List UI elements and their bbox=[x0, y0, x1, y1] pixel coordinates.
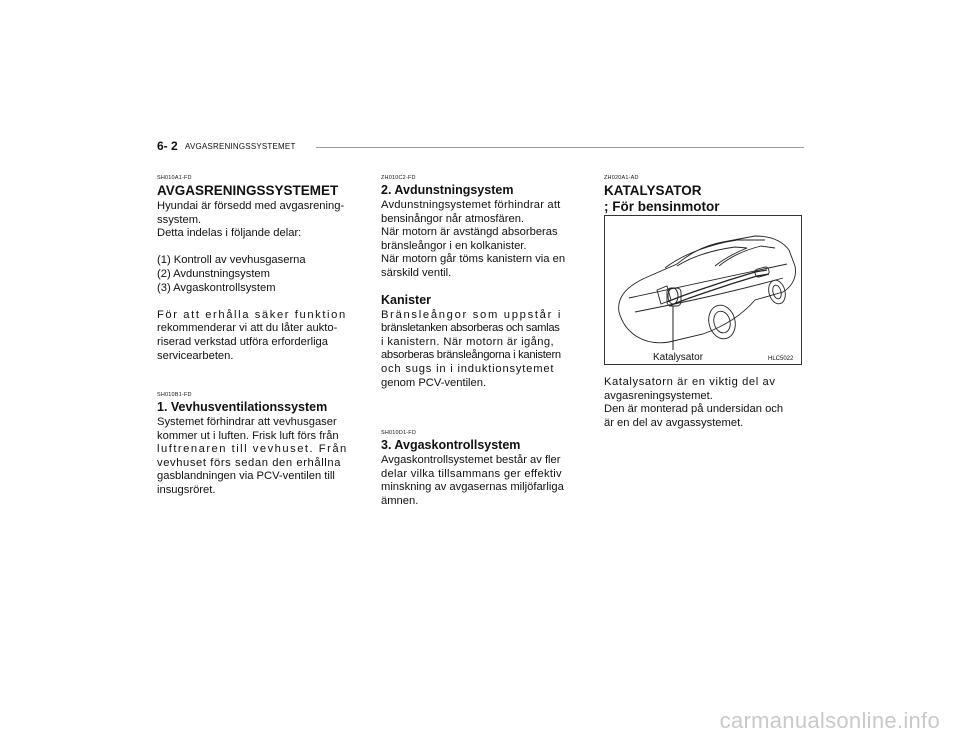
section-code: SH010D1-FD bbox=[381, 430, 417, 436]
text-line: När motorn är avstängd absorberas bbox=[381, 226, 558, 239]
text-line: Bränsleångor som uppstår i bbox=[381, 308, 563, 321]
section-subtitle: ; För bensinmotor bbox=[604, 199, 720, 214]
section-body bbox=[381, 199, 579, 281]
section-code: ZH010C2-FD bbox=[381, 175, 416, 181]
blank-line bbox=[157, 241, 355, 255]
car-illustration bbox=[605, 216, 801, 364]
text-line: insugsröret. bbox=[157, 483, 216, 496]
text-line: luftrenaren till vevhuset. Från bbox=[157, 443, 348, 456]
column-3-body bbox=[604, 374, 802, 430]
text-line: genom PCV-ventilen. bbox=[381, 376, 487, 389]
section-body bbox=[381, 454, 579, 508]
text-line: Detta indelas i följande delar: bbox=[157, 227, 302, 240]
section-code: SH010A1-FD bbox=[157, 175, 192, 181]
text-line: ssystem. bbox=[157, 213, 202, 226]
section-code: ZH020A1-AD bbox=[604, 175, 639, 181]
section-body bbox=[381, 309, 579, 391]
text-line: (1) Kontroll av vevhusgaserna bbox=[157, 254, 306, 267]
figure-id: HLC5022 bbox=[768, 356, 794, 362]
figure-caption: Katalysator bbox=[653, 352, 704, 363]
section-title: 1. Vevhusventilationssystem bbox=[157, 400, 328, 414]
text-line: riserad verkstad utföra erforderliga bbox=[157, 335, 328, 348]
section-title: KATALYSATOR bbox=[604, 183, 702, 198]
header-rule bbox=[316, 147, 804, 148]
text-line: För att erhålla säker funktion bbox=[157, 308, 347, 321]
text-line: bensinångor når atmosfären. bbox=[381, 212, 525, 225]
page-number: 6- 2 bbox=[157, 139, 178, 153]
section-title: AVGASRENINGSSYSTEMET bbox=[157, 183, 339, 198]
watermark: carmanualsonline.info bbox=[719, 708, 940, 733]
text-line: kommer ut i luften. Frisk luft förs från bbox=[157, 429, 339, 442]
text-line: Katalysatorn är en viktig del av bbox=[604, 376, 776, 388]
text-line: Den är monterad på undersidan och bbox=[604, 403, 784, 416]
text-line: gasblandningen via PCV-ventilen till bbox=[157, 470, 335, 483]
text-line: delar vilka tillsammans ger effektiv bbox=[381, 467, 562, 480]
section-title: 3. Avgaskontrollsystem bbox=[381, 438, 521, 452]
column-1 bbox=[157, 175, 355, 363]
text-line: (2) Avdunstningsystem bbox=[157, 267, 270, 280]
section-body bbox=[157, 416, 355, 498]
chapter-title: AVGASRENINGSSYSTEMET bbox=[185, 142, 296, 151]
section-body bbox=[604, 376, 802, 430]
text-line: ämnen. bbox=[381, 494, 419, 507]
text-line: avgasreningsystemet. bbox=[604, 389, 713, 402]
column-2 bbox=[381, 175, 579, 390]
text-line: bränsletanken absorberas och samlas bbox=[381, 322, 560, 335]
text-line: Avgaskontrollsystemet består av fler bbox=[381, 454, 561, 466]
text-line: absorberas bränsleångorna i kanistern bbox=[381, 349, 561, 362]
text-line: rekommenderar vi att du låter aukto- bbox=[157, 322, 338, 335]
text-line: vevhuset förs sedan den erhållna bbox=[157, 456, 342, 469]
section-body bbox=[157, 200, 355, 363]
text-line: är en del av avgassystemet. bbox=[604, 416, 744, 429]
text-line: bränsleångor i en kolkanister. bbox=[381, 239, 527, 252]
text-line: (3) Avgaskontrollsystem bbox=[157, 281, 276, 294]
section-title: 2. Avdunstningsystem bbox=[381, 183, 514, 197]
text-line: i kanistern. När motorn är igång, bbox=[381, 335, 555, 348]
text-line: När motorn går töms kanistern via en bbox=[381, 253, 566, 266]
section-code: SH010B1-FD bbox=[157, 392, 192, 398]
blank-line bbox=[157, 295, 355, 309]
column-3 bbox=[604, 175, 802, 214]
text-line: särskild ventil. bbox=[381, 266, 452, 279]
text-line: Avdunstningsystemet förhindrar att bbox=[381, 199, 561, 211]
text-line: Systemet förhindrar att vevhusgaser bbox=[157, 416, 337, 428]
text-line: minskning av avgasernas miljöfarliga bbox=[381, 481, 564, 494]
column-2-section-3 bbox=[381, 430, 579, 508]
text-line: Hyundai är försedd med avgasrening- bbox=[157, 200, 345, 212]
catalyst-figure bbox=[604, 215, 802, 365]
column-1-section-2 bbox=[157, 392, 355, 498]
section-title: Kanister bbox=[381, 292, 432, 307]
text-line: och sugs in i induktionsytemet bbox=[381, 362, 555, 375]
text-line: servicearbeten. bbox=[157, 349, 234, 362]
